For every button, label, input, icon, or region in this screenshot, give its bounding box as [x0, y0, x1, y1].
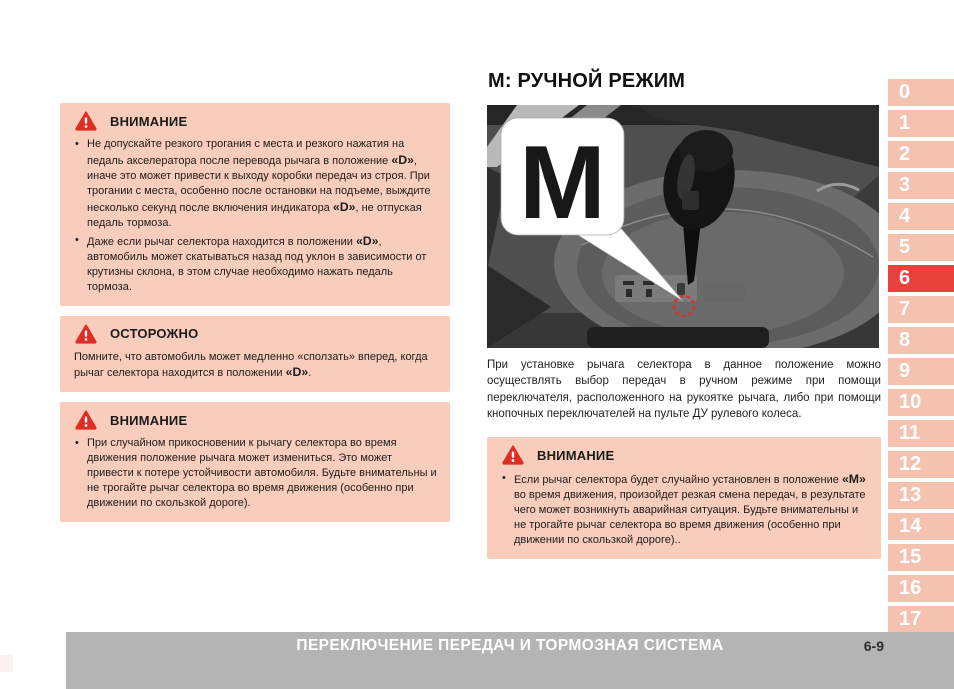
chapter-tab-15[interactable]: 15 [888, 544, 954, 571]
warning-bullet: • Не допускайте резкого трогания с места и резкого нажатия на педаль акселератора после перевода рычага в положение «D», иначе это может привести к выходу коробки передач из строя. При трогании с места, особенно после остановки на подъеме, выждите несколько секунд после включения индикатора «D», не отпуская педаль тормоза. [72, 137, 438, 231]
footer-bar [66, 632, 954, 689]
knob-button [682, 191, 699, 210]
warning-header [72, 111, 438, 131]
warning-box-1 [60, 103, 450, 306]
warning-triangle-icon [502, 445, 524, 465]
caution-text: Помните, что автомобиль может медленно «сползать» вперед, когда рычаг селектора находится в положении «D». [74, 350, 428, 380]
callout-letter: M [519, 125, 606, 241]
body-paragraph: При установке рычага селектора в данное положение можно осуществлять выбор передач в ручном режиме при помощи переключателя, расположенного на рукоятке рычага, либо при помощи кнопочных переключателей на пульте ДУ рулевого колеса. [487, 359, 881, 420]
chapter-tab-6-active[interactable]: 6 [888, 265, 954, 292]
chapter-tab-8[interactable]: 8 [888, 327, 954, 354]
chapter-tab-4[interactable]: 4 [888, 203, 954, 230]
chapter-tab-0[interactable]: 0 [888, 79, 954, 106]
section-title: М: РУЧНОЙ РЕЖИМ [488, 70, 686, 92]
chapter-tab-16[interactable]: 16 [888, 575, 954, 602]
caution-box [60, 316, 450, 393]
caution-header-label: ОСТОРОЖНО [110, 326, 199, 342]
warning-header-label: ВНИМАНИЕ [110, 412, 188, 428]
gear-selector-photo [487, 105, 879, 348]
warning-header-label: ВНИМАНИЕ [110, 113, 188, 129]
scan-artifact [0, 655, 13, 672]
warning-triangle-icon [75, 410, 97, 430]
right-column [487, 70, 881, 559]
chapter-tab-1[interactable]: 1 [888, 110, 954, 137]
caution-header [72, 324, 438, 344]
chapter-tab-3[interactable]: 3 [888, 172, 954, 199]
chapter-tab-7[interactable]: 7 [888, 296, 954, 323]
warning-bullet: • Если рычаг селектора будет случайно установлен в положение «М» во время движения, произойдет резкая смена передач, в результате чего может возникнуть аварийная ситуация. Будьте внимательны и не трогайте рычаг селектора во время движения (особенно при движении по скользкой дороге).. [499, 471, 869, 548]
warning-header [72, 410, 438, 430]
warning-box-3 [487, 437, 881, 559]
chapter-tab-10[interactable]: 10 [888, 389, 954, 416]
chapter-tab-9[interactable]: 9 [888, 358, 954, 385]
chapter-tab-5[interactable]: 5 [888, 234, 954, 261]
warning-triangle-icon [75, 111, 97, 131]
warning-bullet: • При случайном прикосновении к рычагу селектора во время движения положение рычага может измениться. Это может привести к потере устойчивости автомобиля. Будьте внимательны и не трогайте рычаг селектора во время движения (особенно при движении по скользкой дороге). [72, 436, 438, 511]
chapter-tab-14[interactable]: 14 [888, 513, 954, 540]
footer-chapter-title: ПЕРЕКЛЮЧЕНИЕ ПЕРЕДАЧ И ТОРМОЗНАЯ СИСТЕМА [296, 637, 724, 654]
console-tray [587, 327, 769, 348]
chapter-tab-13[interactable]: 13 [888, 482, 954, 509]
page-number: 6-9 [863, 638, 884, 654]
chapter-tab-sidebar [888, 79, 954, 633]
left-column [60, 103, 450, 522]
warning-header-label: ВНИМАНИЕ [537, 447, 615, 463]
chapter-tab-17[interactable]: 17 [888, 606, 954, 633]
chapter-tab-12[interactable]: 12 [888, 451, 954, 478]
warning-box-2 [60, 402, 450, 522]
warning-header [499, 445, 869, 465]
warning-bullet: • Даже если рычаг селектора находится в положении «D», автомобиль может скатываться назад под уклон в зависимости от крутизны склона, в этом случае необходимо нажать педаль тормоза. [72, 233, 438, 295]
chapter-tab-11[interactable]: 11 [888, 420, 954, 447]
chapter-tab-2[interactable]: 2 [888, 141, 954, 168]
warning-triangle-icon [75, 324, 97, 344]
